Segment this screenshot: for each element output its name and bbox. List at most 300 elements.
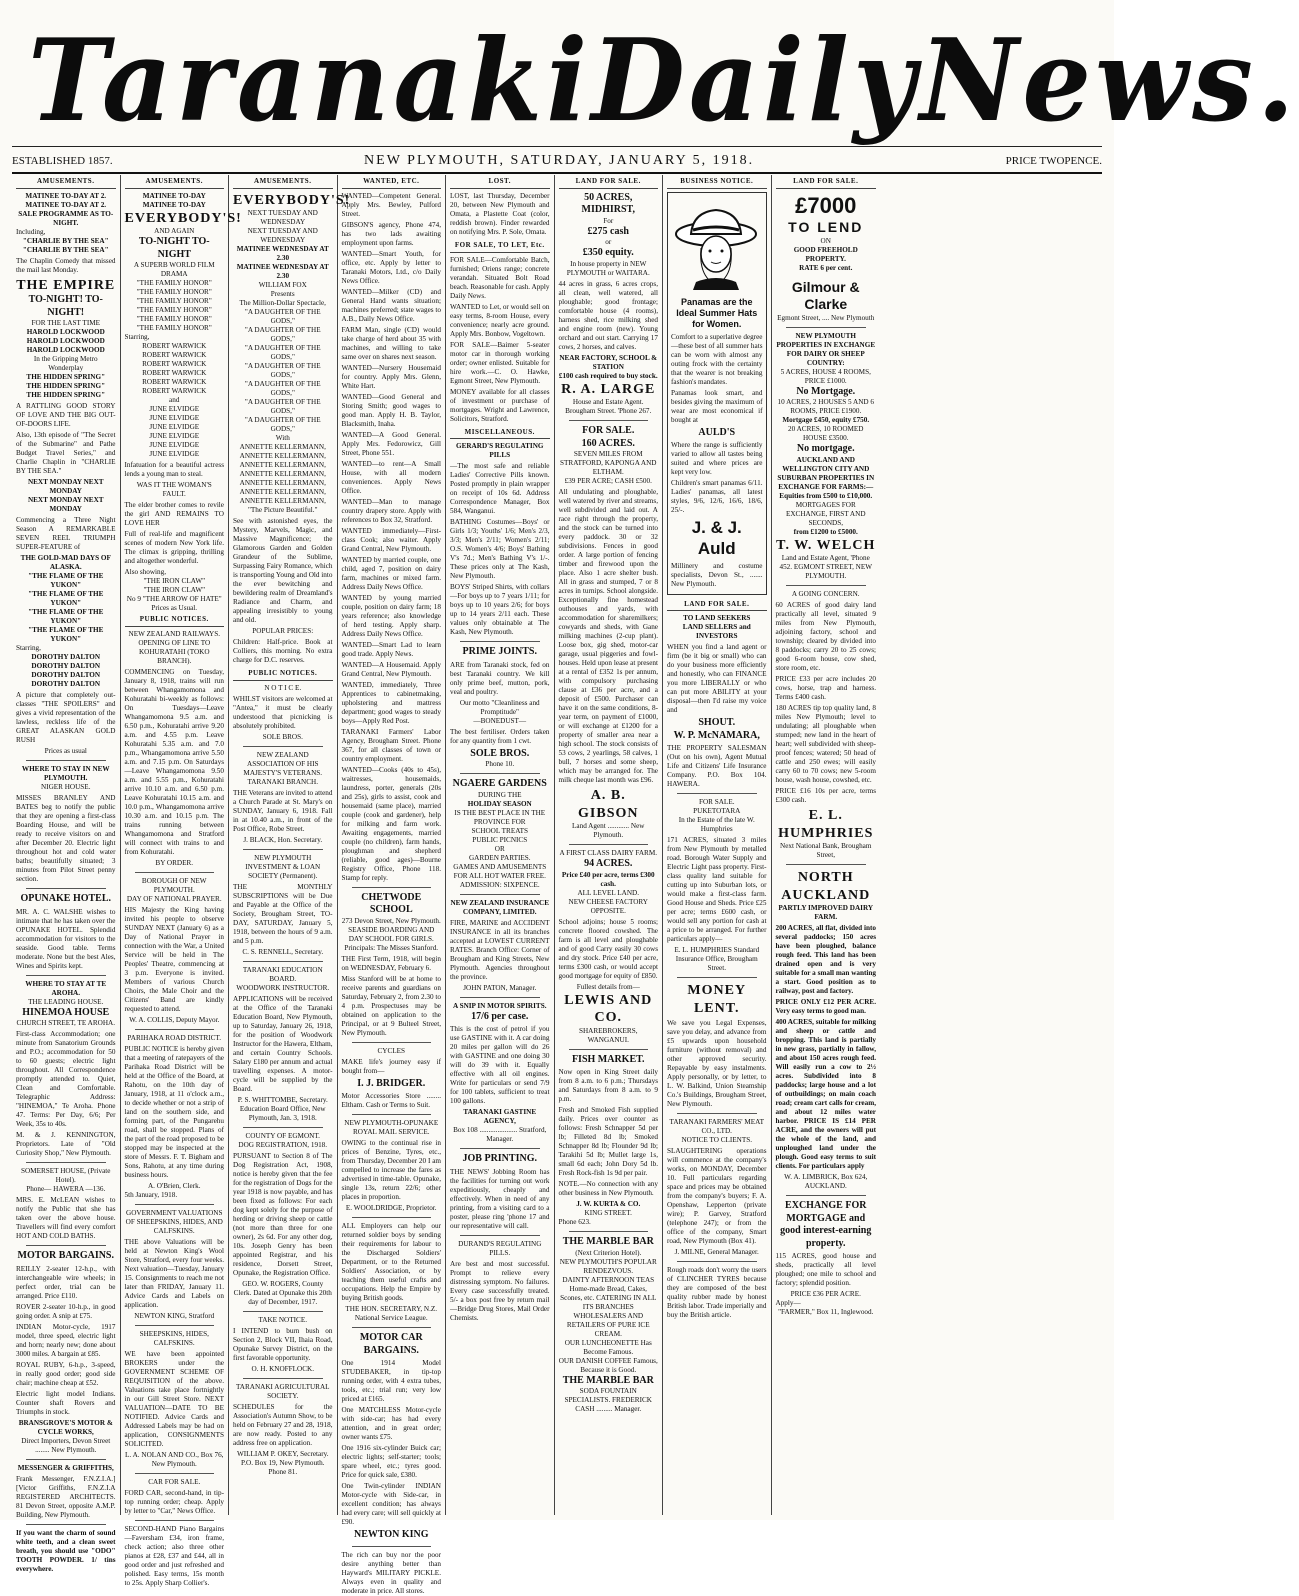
ad-heading: EXCHANGE FOR MORTGAGE and good interest-earning property. xyxy=(780,1200,872,1249)
ad-heading: TO-NIGHT TO-NIGHT xyxy=(138,236,210,260)
ad-heading: SHEEPSKINS, HIDES, CALFSKINS. xyxy=(139,1330,209,1347)
ad-line: NEW CHEESE FACTORY OPPOSITE. xyxy=(568,897,648,915)
ad-heading: I. J. BRIDGER. xyxy=(357,1077,426,1089)
ad-line: FOR THE LAST TIME xyxy=(31,319,100,328)
ad-line: ANNETTE KELLERMANN, xyxy=(239,479,326,488)
ad-heading: FISH MARKET. xyxy=(571,1053,645,1065)
ad-line: MATINEE WEDNESDAY AT 2.30 xyxy=(236,245,329,263)
ad-heading: THE MARBLE BAR xyxy=(562,1374,654,1386)
ad-line: ANNETTE KELLERMANN, xyxy=(239,470,326,479)
ad-line: JUNE ELVIDGE xyxy=(149,405,200,414)
divider xyxy=(26,888,106,889)
classified: LOST, last Thursday, December 20, between New Plymouth and Omata, a Plastette Coat (color, reddish brown). Finder rewarded on notifying Mrs. P. Sole, Omata. xyxy=(450,191,550,236)
ad-text: 180 ACRES tip top quality land, 8 miles New Plymouth; level to undulating; all ploughable when stumped; new land in the heart of heart; well subdivided with sheep-proof fences; watered; 50 head of cattle and 250 ewes; will easily carry 60 to 70 cows; new 5-room house, wash house, cowshed, etc. xyxy=(775,704,876,785)
ad-line: £100 cash required to buy stock. xyxy=(558,371,658,380)
ad-line: SEASIDE BOARDING AND DAY SCHOOL FOR GIRLS. xyxy=(348,925,435,943)
ad-line: "A DAUGHTER OF THE GODS," xyxy=(244,326,321,344)
ad-line: "THE FAMILY HONOR" xyxy=(136,288,212,297)
ad-heading: SHOUT. xyxy=(698,717,736,729)
ad-line: ROBERT WARWICK xyxy=(142,351,207,360)
ad-line: 20 ACRES, 10 ROOMED HOUSE £3500. xyxy=(788,425,864,443)
ad-heading: No mortgage. xyxy=(796,443,855,455)
divider xyxy=(460,894,540,895)
ad-text: All undulating and ploughable, well watered by river and streams, well subdivided and laid out. A race right through the property, and the stock can be turned into every paddock. 30 or 32 subdivisions. Fences in good order. A large portion of fencing timber and firewood upon the place. Also 1 acre shelter bush. All in grass and stumped, 7 or 8 acres in turnips. School alongside. Exceptionally fine homestead outhouses and yards, with accommodation for sharemilkers; cowyards and sheds, with Gane milking machines (2-cup plant). Loose box, gig shed, motor-car garage, usual piggeries and fowl-houses. Held upon lease at present at a rental of £352 1s per annum, with compulsory purchasing clause at £36 per acre, and a deposit of £500. Purchaser can have it on the same conditions, 8-year term, on payment of £1000, or will exchange at £1200 for a property of smaller area near a high school. The stock consists of 53 cows, 2 yearlings, 58 calves, 1 bull, 7 horses and some sheep, which may be arranged for. The milk cheque last month was £96. xyxy=(558,488,658,785)
column-header: LAND FOR SALE. xyxy=(559,175,659,189)
ad-text: Miss Stanford will be at home to receive parents and guardians on Saturday, February 2, from 2.30 to 4 p.m. Prospectuses may be obtained on application to the Principal, or at 9 Bulteel Street, New Plymouth. xyxy=(341,974,441,1037)
ad-line: A. O'Brien, Clerk. xyxy=(147,1182,201,1190)
ad-line: HAROLD LOCKWOOD xyxy=(26,328,105,337)
ad-text: MRS. E. McLEAN wishes to notify the Public that she has taken over the above house. Travellers will find every comfort HOT AND COLD BATHS. xyxy=(16,1196,116,1241)
established-text: ESTABLISHED 1857. xyxy=(12,155,113,167)
ad-line: from £1200 to £5000. xyxy=(793,527,858,536)
ad-line: SCHOOL TREATS xyxy=(471,826,528,835)
ad-text: Panamas look smart, and besides giving the maximum of wear are most economical if bought at xyxy=(671,388,763,424)
ad-line: DOROTHY DALTON xyxy=(31,662,101,671)
ad-line: DOROTHY DALTON xyxy=(31,671,101,680)
ad-line: GEO. W. ROGERS, County Clerk. Dated at Opunake this 20th day of December, 1917. xyxy=(233,1280,332,1306)
ad-heading: J. W. KURTA & CO. xyxy=(576,1200,641,1209)
ad-line: In the Estate of the late W. Humphries xyxy=(678,816,755,834)
ad-line: Including, xyxy=(16,227,46,236)
divider xyxy=(786,585,867,586)
column-3 xyxy=(229,175,351,1515)
ad-text: First-class Accommodation; one minute from Sanatorium Grounds and P.O.; accommodation for 50 to 60 guests; electric light throughout. All Correspondence promptly attended to. Quiet, Clean and Comfortable. Telegraphic Address: "HINEMOA," Te Aroha. Phone 47. Terms: Per Day, 6/6; Per Week, 35s to 40s. xyxy=(16,1030,116,1129)
ad-line: £39 PER ACRE; CASH £500. xyxy=(564,477,652,486)
ad-line: DAINTY AFTERNOON TEAS Home-made Bread, Cakes, Scones, etc. CATERING IN ALL ITS BRANCHES WHOLESALERS AND RETAILERS OF PURE ICE CREAM. xyxy=(560,1275,657,1338)
ad-text: THE NEWS' Jobbing Room has the facilities for turning out work expeditiously, cheaply and effectively. When in need of any printing, from a visiting card to a poster, please ring 'phone 17 and our representative will call. xyxy=(450,1167,550,1230)
ad-line: —BONEDUST— xyxy=(473,716,527,725)
classified: WANTED by young married couple, position on dairy farm; 18 years reference; also knowledge of herd testing. Apply sharp. Address Daily News Office. xyxy=(341,593,441,638)
ad-line: DAY OF NATIONAL PRAYER. xyxy=(126,895,222,903)
ad-heading: NEW ZEALAND INSURANCE COMPANY, LIMITED. xyxy=(450,898,549,916)
ad-line: ROBERT WARWICK xyxy=(142,360,207,369)
divider xyxy=(569,844,649,845)
ad-line: HAROLD LOCKWOOD xyxy=(26,337,105,346)
classified: WANTED to Let, or would sell on easy terms, 8-room House, every convenience; nearly acre ground. Apply Mrs. Bonbow, Vogeltown. xyxy=(450,302,550,338)
ad-line: OR xyxy=(494,844,505,853)
divider xyxy=(460,773,540,774)
ad-heading: WHERE TO STAY IN NEW PLYMOUTH. xyxy=(21,765,110,783)
ad-heading: NORTH AUCKLAND xyxy=(781,870,871,903)
ad-line: AND AGAIN xyxy=(154,227,195,236)
ad-line: "THE FAMILY HONOR" xyxy=(136,315,212,324)
ad-line: WILLIAM FOX xyxy=(258,281,307,290)
ad-text: ARE from Taranaki stock, fed on best Taranaki country. We kill only prime beef, mutton, pork, veal and poultry. xyxy=(450,660,550,696)
ad-heading: A SNIP IN MOTOR SPIRITS. xyxy=(452,1001,547,1010)
ad-text: HIS Majesty the King having invited his people to observe SUNDAY NEXT (January 6) as a Day of National Prayer in connection with the War, a United Service will be held in The Peoples' Theatre, commencing at 3 p.m. Everyone is invited. Members of various Church Choirs, the Male Choir and the Citizens' Band are kindly requested to attend. xyxy=(124,906,224,1013)
ad-text: MR. A. C. WALSHE wishes to intimate that he has taken over the OPUNAKE HOTEL. Splendid accommodation for visitors to the seaside. Good table. Terms moderate. None but the best Ales, Wines and Spirits kept. xyxy=(16,907,116,970)
column-6 xyxy=(555,175,664,1515)
ad-line: P. S. WHITTOMBE, Secretary. Education Board Office, New Plymouth, Jan. 3, 1918. xyxy=(237,1096,328,1122)
ad-line: ROBERT WARWICK xyxy=(142,387,207,396)
ad-line: (Next Criterion Hotel). xyxy=(575,1248,642,1257)
ad-line: ON xyxy=(820,236,831,245)
ad-text: ROYAL RUBY, 6-h.p., 3-speed, in really good order; good side chair; machine cheap at £52. xyxy=(16,1360,116,1387)
ad-heading: TO-NIGHT! TO-NIGHT! xyxy=(28,294,103,318)
ad-line: NEWTON KING, Stratford xyxy=(134,1312,215,1320)
ad-line: PUBLIC PICNICS xyxy=(472,835,528,844)
ad-text: NOTE.—No connection with any other business in New Plymouth. xyxy=(558,1180,658,1198)
ad-line: Phone— HAWERA —136. xyxy=(26,1185,106,1194)
ad-line: THE GOLD-MAD DAYS OF ALASKA. xyxy=(20,554,111,572)
ad-heading: NEWTON KING xyxy=(353,1529,429,1541)
ad-line: In the Gripping Metro Wonderplay xyxy=(33,355,98,373)
ad-text: Commencing a Three Night Season A REMARKABLE SEVEN REEL TRIUMPH SUPER-FEATURE of xyxy=(16,516,116,552)
ad-line: ROBERT WARWICK xyxy=(142,369,207,378)
ad-text: M. & J. KENNINGTON, Proprietors. Late of "Old Curiosity Shop," New Plymouth. xyxy=(16,1131,116,1158)
ad-text: Children's smart panamas 6/11. Ladies' panamas, all latest styles, 9/6, 12/6, 16/6, 18/6, 25/-. xyxy=(671,479,763,514)
column-header: AMUSEMENTS. xyxy=(16,175,116,189)
classified: WANTED by married couple, one child, aged 7, position on dairy farm, machines or mixed farm. Address Daily News Office. xyxy=(341,555,441,591)
ad-text: BOYS' Striped Shirts, with collars—For boys up to 7 years 1/11; for boys up to 10 years 2/6; for boys up to 14 years 2/11 each. These values only obtainable at The Kash, New Plymouth. xyxy=(450,583,550,637)
ad-line: MATINEE TO-DAY AT 2. xyxy=(25,191,107,200)
ad-line: GAMES AND AMUSEMENTS FOR ALL HOT WATER FREE. xyxy=(453,862,547,880)
ad-line: NEXT TUESDAY AND WEDNESDAY xyxy=(247,227,318,245)
ad-heading: Panamas are the Ideal Summer Hats for Women. xyxy=(676,296,758,330)
ad-line: "THE FLAME OF THE YUKON" xyxy=(28,608,104,626)
ad-heading: MOTOR BARGAINS. xyxy=(17,1250,114,1262)
ad-heading: FOR SALE. xyxy=(582,425,635,437)
ad-line: Prices as usual xyxy=(44,747,87,756)
ad-text: Motor Accessories Store ........ Eltham. Cash or Terms to Suit. xyxy=(341,1092,441,1110)
section-header: PUBLIC NOTICES. xyxy=(125,613,225,627)
ad-line: THE HIDDEN SPRING" xyxy=(26,382,106,391)
ad-line: TARANAKI BRANCH. xyxy=(247,778,318,786)
ad-line: or xyxy=(605,238,612,247)
classified: WANTED—to rent—A Small House, with all modern conveniences. Apply News Office. xyxy=(341,459,441,495)
divider xyxy=(786,1195,867,1196)
ad-line: Starring, xyxy=(16,644,41,653)
ad-line: Also showing, xyxy=(124,568,167,577)
ad-line: CHURCH STREET, TE AROHA. xyxy=(16,1019,116,1028)
ad-line: Mortgage £450, equity £750. xyxy=(782,416,870,425)
masthead-rule xyxy=(12,146,1102,147)
ad-line: OPENING OF LINE TO KOHURATAHI (TOKO BRANCH). xyxy=(138,639,211,665)
ad-text: One Twin-cylinder INDIAN Motor-cycle with Side-car, in excellent condition; has always had every care; will sell quickly at £90. xyxy=(341,1482,441,1527)
ad-line: SOLE BROS. xyxy=(262,733,303,741)
classified: WANTED—Cooks (40s to 45s), waitresses, housemaids, laundress, porter, generals (20s and 25s), girls to assist, cook and housemaid (same place), married couple (cook and gardener), help for milking and farm work. Awaiting engagements, married couple (no children), farm hands, ploughman and shepherd (reliable, good ages)—Bourne Registry Office, Phone 118. Stamp for reply. xyxy=(341,765,441,882)
divider xyxy=(352,1217,432,1218)
ad-line: Prices as Usual. xyxy=(151,604,198,613)
ad-text: SECOND-HAND Piano Bargains—Faversham £34, iron frame, check action; also three other pianos at £28, £37 and £44, all in good order and just refreshed and polished. Easy terms, 15s month to 25s. Apply Sharp Collier's. xyxy=(124,1525,224,1587)
ad-text: A RATTLING GOOD STORY OF LOVE AND THE BIG OUT-OF-DOORS LIFE. xyxy=(16,402,116,429)
ad-text: One 1916 six-cylinder Buick car; electric lights; self-starter; tools; spare wheel, etc.; tyres good. Price for quick sale, £380. xyxy=(341,1444,441,1480)
ad-text: ROVER 2-seater 10-h.p., in good going order. A snip at £75. xyxy=(16,1302,116,1320)
ad-heading: OPUNAKE HOTEL. xyxy=(20,893,112,905)
divider xyxy=(352,1546,432,1547)
ad-text: THE PROPERTY SALESMAN (Out on his own), Agent Mutual Life and Citizens' Life Insurance Company. P.O. Box 104. HAWERA. xyxy=(667,744,767,789)
divider xyxy=(352,1327,432,1328)
divider xyxy=(243,849,323,850)
ad-line: DOROTHY DALTON xyxy=(31,653,101,662)
ad-text: COMMENCING on Tuesday, January 8, 1918, trains will run between Whangamomona and Kohuratahi bi-weekly as follows: On Tuesdays—Leave Whangamomona 9.5 a.m. and 6.50 p.m., Kohuratahi arrive 9.20 a.m. and 4.55 p.m. Leave Kohuratahi 5.35 a.m. and 7.0 p.m., Whangamomona arrive 5.50 a.m. and 7.15 p.m. On Saturdays—Leave Whangamomona 9.50 a.m. and 5.55 p.m., Kohuratahi arrive 10.10 a.m. and 6.50 p.m. Leave Kohuratahi 10.15 a.m. and 10.0 p.m., Whangamomona arrive 10.30 a.m. and 10.15 p.m. The trains running between Whangamomona and Stratford will connect with trains to and from Kohuratahi. xyxy=(124,668,224,856)
ad-heading: £275 cash xyxy=(587,225,629,237)
ad-line: Direct Importers, Devon Street ........ New Plymouth. xyxy=(21,1436,111,1454)
place-date: NEW PLYMOUTH, SATURDAY, JANUARY 5, 1918. xyxy=(364,153,755,168)
title-word-news: News. xyxy=(919,14,1299,148)
ad-line: W. A. LIMBRICK, Box 624, AUCKLAND. xyxy=(784,1173,868,1191)
ad-line: "THE IRON CLAW" xyxy=(143,577,206,586)
ad-heading: GERARD'S REGULATING PILLS xyxy=(455,442,544,460)
ad-line: "A DAUGHTER OF THE GODS," xyxy=(244,380,321,398)
ad-line: HAROLD LOCKWOOD xyxy=(26,346,105,355)
ad-line: NEXT MONDAY NEXT MONDAY xyxy=(27,496,104,514)
ad-line: "THE FAMILY HONOR" xyxy=(136,324,212,333)
ad-heading: SOLE BROS. xyxy=(470,747,530,759)
ad-line: DOG REGISTRATION, 1918. xyxy=(238,1141,328,1149)
divider xyxy=(135,1520,215,1521)
divider xyxy=(352,1042,432,1043)
ad-line: 10 ACRES, 2 HOUSES 5 AND 6 ROOMS, PRICE £1900. xyxy=(777,398,874,416)
classified: WANTED—Smart Youth, for office, etc. Apply by letter to Taranaki Motors, Ltd., c/o Daily News Office. xyxy=(341,249,441,285)
ad-line: BY ORDER. xyxy=(155,859,194,867)
ad-text: FIRE, MARINE and ACCIDENT INSURANCE in all its branches accepted at LOWEST CURRENT RATES. Branch Office: Corner of Brougham and King Streets, New Plymouth. Agencies throughout the province. xyxy=(450,918,550,981)
ad-heading: COUNTY OF EGMONT. xyxy=(245,1132,320,1140)
classified: WANTED—Good General and Storing Smith; good wages to good man. Apply H. B. Taylor, Blacksmith, Inaha. xyxy=(341,392,441,428)
ad-line: NOTICE TO CLIENTS. xyxy=(681,1136,753,1145)
ad-line: THE HIDDEN SPRING" xyxy=(26,391,106,400)
ad-line: "THE FLAME OF THE YUKON" xyxy=(28,572,104,590)
ad-heading: PRIME JOINTS. xyxy=(462,646,537,658)
ad-heading: A GOING CONCERN. xyxy=(791,590,860,599)
ad-line: 5 ACRES, HOUSE 4 ROOMS, PRICE £1000. xyxy=(780,367,871,385)
ad-heading: AULD'S xyxy=(698,426,736,438)
ad-line: NEXT TUESDAY AND WEDNESDAY xyxy=(247,209,318,227)
ad-line: Starring, xyxy=(124,333,150,342)
ad-line: ALL LEVEL LAND. xyxy=(577,888,640,897)
ad-line: HOLIDAY SEASON xyxy=(467,799,532,808)
ad-line: ROBERT WARWICK xyxy=(142,378,207,387)
ad-line: "THE FAMILY HONOR" xyxy=(136,297,212,306)
ad-text: 200 ACRES, all flat, divided into several paddocks; 150 acres have been ploughed, balance rough feed. This land has been drained open and is very suitable for a small man wanting a start. Good position as to railway, post and factory. xyxy=(775,924,876,996)
ad-text: Fresh and Smoked Fish supplied daily. Prices over counter as follows: Fresh Schnapper 5d per lb; Filleted 8d lb; Smoked Schnapper 8d lb; Flounder 9d lb; Tarakihi 5d lb; Mullet large 1s, small 6d each; John Dory 5d lb. Fresh Rock-fish 1s 9d per pair. xyxy=(558,1106,658,1178)
ad-line: 273 Devon Street, New Plymouth. xyxy=(341,916,441,925)
ad-text: 60 ACRES of good dairy land practically all level, situated 9 miles from New Plymouth, adjoining factory, school and township; cleared by divided into 8 paddocks; carry 20 to 25 cows; good 6-room house, cow shed, store room, etc. xyxy=(775,601,876,673)
ad-text: THE above Valuations will be held at Newton King's Wool Store, Stratford, every four weeks. Next valuation—Tuesday, January 15. Consignments to reach me not later than FRIDAY, January 11. Advice Cards and Labels on application. xyxy=(124,1238,224,1309)
ad-line: E. L. HUMPHRIES Standard Insurance Office, Brougham Street. xyxy=(674,946,760,973)
ad-heading: TARANAKI FARMERS' MEAT CO., LTD. xyxy=(669,1118,764,1136)
ad-line: Fullest details from— xyxy=(576,982,640,991)
ad-line: The Million-Dollar Spectacle, xyxy=(239,299,326,308)
ad-text: A picture that completely out-classes "THE SPOILERS" and gives a vivid representation of the lawless, reckless life of the GREAT ALASKAN GOLD RUSH xyxy=(16,691,116,745)
ad-heading: TARANAKI AGRICULTURAL SOCIETY. xyxy=(235,1383,330,1400)
ad-line: "A DAUGHTER OF THE GODS," xyxy=(244,398,321,416)
ad-text: THE Veterans are invited to attend a Church Parade at St. Mary's on SUNDAY, January 6, 1918. Fall in at 10.40 a.m., in front of the Post Office, Robe Street. xyxy=(233,789,333,833)
ad-line: 5th January, 1918. xyxy=(124,1191,178,1199)
ad-heading: TO LAND SEEKERS xyxy=(683,614,751,623)
ad-text: If you want the charm of sound white teeth, and a clean sweet breath, you should use "ODO" TOOTH POWDER. 1/ tins everywhere. xyxy=(16,1528,116,1573)
ad-heading: BOROUGH OF NEW PLYMOUTH. xyxy=(141,877,207,894)
ad-line: Price £40 per acre, terms £300 cash. xyxy=(561,870,655,888)
ad-line: MATINEE TO-DAY AT 2. xyxy=(25,200,107,209)
ad-heading: NEW PLYMOUTH PROPERTIES IN EXCHANGE FOR DAIRY OR SHEEP COUNTRY: xyxy=(776,331,876,367)
ad-heading: 50 ACRES, MIDHIRST, xyxy=(581,191,635,216)
ad-heading: Gilmour & Clarke xyxy=(791,278,860,313)
ad-heading: EVERYBODY'S! xyxy=(124,210,242,226)
ad-heading: FOR SALE. xyxy=(698,798,735,807)
ad-line: Land Agent ............ New Plymouth. xyxy=(572,822,645,840)
ad-text: 115 ACRES, good house and sheds, practically all level ploughed; one mile to school and factory; splendid position. xyxy=(775,1252,876,1288)
divider xyxy=(26,975,106,976)
ad-line: GOOD FREEHOLD PROPERTY. xyxy=(793,245,858,263)
ad-text: This is the cost of petrol if you use GASTINE with it. A car doing 20 miles per gallon will do 26 with GASTINE and one doing 30 will do 39 with it. Equally effective with all oil engines. Write for particulars or send 7/9 for 100 tablets, sufficient to treat 100 gallons. xyxy=(450,1025,550,1106)
ad-text: One MATCHLESS Motor-cycle with side-car; has had every attention, and in great order; owner wants £75. xyxy=(341,1406,441,1442)
masthead xyxy=(0,0,1299,150)
ad-line: With xyxy=(275,434,290,443)
ad-heading: GOVERNMENT VALUATIONS OF SHEEPSKINS, HIDES, AND CALFSKINS. xyxy=(125,1209,223,1235)
divider xyxy=(460,641,540,642)
ad-heading: MONEY LENT. xyxy=(687,983,747,1016)
classified: WANTED, immediately, Three Apprentices to cabinetmaking, upholstering and mattress department; good wages to steady boys—Apply Red Post. xyxy=(341,680,441,725)
classified: WANTED—Competent General. Apply Mrs. Bewley, Pulford Street. xyxy=(341,191,441,218)
ad-text: Now open in King Street daily from 8 a.m. to 6 p.m.; Thursdays and Saturdays from 8 a.m. to 9 p.m. xyxy=(558,1068,658,1104)
ad-heading: THE EMPIRE xyxy=(16,277,116,293)
divider xyxy=(26,1245,106,1246)
columns xyxy=(12,175,1102,1595)
ad-line: JUNE ELVIDGE xyxy=(149,423,200,432)
ad-line: OUR LUNCHEONETTE Has Become Famous. xyxy=(564,1338,652,1356)
divider xyxy=(677,977,757,978)
divider xyxy=(460,997,540,998)
ad-line: ANNETTE KELLERMANN, xyxy=(239,452,326,461)
ad-line: RATE 6 per cent. xyxy=(799,263,853,272)
ad-text: PUBLIC NOTICE is hereby given that a meeting of ratepayers of the Parihaka Road District will be held at the Office of the Board, at Rahotu, on the 10th day of January, 1918, at 11 o'clock a.m., to decide whether or not a strip of land on the southern side, and forming part, of the Pungarehu road, shall be stopped. Plans of the part of the road proposed to be stopped may be inspected at the store of Messrs. F. T. Bigham and Sons, Rahotu, at any time during business hours. xyxy=(124,1045,224,1179)
ad-heading: CAR FOR SALE. xyxy=(148,1478,201,1486)
ad-text: Also, 13th episode of "The Secret of the Submarine" and Pathe Budget Travel Series," and Charlie Chaplin in "CHARLIE BY THE SEA." xyxy=(16,431,116,476)
ad-line: In house property in NEW PLYMOUTH or WAITARA. xyxy=(566,259,650,277)
column-5 xyxy=(446,175,555,1515)
divider xyxy=(569,1231,649,1232)
divider xyxy=(135,1029,215,1030)
divider xyxy=(352,1114,432,1115)
ad-heading: TARANAKI EDUCATION BOARD. xyxy=(242,966,323,983)
ad-line: PARTLY IMPROVED DAIRY FARM. xyxy=(778,904,874,922)
divider xyxy=(26,1162,106,1163)
ad-line: E. WOOLDRIDGE, Proprietor. xyxy=(345,1204,437,1213)
ad-text: 171 ACRES, situated 3 miles from New Plymouth by metalled road. Borough Water Supply and Electric Light pass property. First-class quality land suitable for cutting up into Suburban lots, or would make a first-class farm. Good House and Sheds. Price £25 per acre; terms £600 cash, or would sell any portion for cash at a price to be arranged. For further particulars apply— xyxy=(667,836,767,944)
ad-line: C. S. RENNELL, Secretary. xyxy=(242,948,324,956)
ad-line: SALE PROGRAMME AS TO-NIGHT. xyxy=(18,209,114,227)
dateline-rule xyxy=(12,172,1102,174)
ad-text: PURSUANT to Section 8 of The Dog Registration Act, 1908, notice is hereby given that the fee for the registration of Dogs for the year 1918 is now payable, and has been fixed as follows: For each dog kept solely for the purpose of herding or driving sheep or cattle (not more than three for one owner), 2s 6d. For any other dog, 10s. Joseph Genry has been appointed Registrar, and his residence, Dorsett Street, Opunake, the Registration Office. xyxy=(233,1152,333,1277)
ad-text: Rough roads don't worry the users of CLINCHER TYRES because they are composed of the best quality rubber made by honest British labor. Trade imperially and buy the British article. xyxy=(667,1266,767,1320)
ad-line: DURING THE xyxy=(477,790,522,799)
ad-line: Box 108 ..................... Stratford, Manager. xyxy=(453,1126,547,1144)
ad-text: The rich can buy nor the poor desire anything better than Hayward's MILITARY PICKLE. Always even in quality and moderate in price. All stores. xyxy=(341,1550,441,1595)
ad-text: INDIAN Motor-cycle, 1917 model, three speed, electric light and horn; nearly new; done about 3000 miles. A bargain at £85. xyxy=(16,1322,116,1358)
ad-line: WOODWORK INSTRUCTOR. xyxy=(236,984,330,992)
ad-text: Are best and most successful. Prompt to relieve every distressing symptom. No failures. Every case successfully treated. 5/- a box post free by return mail—Bridge Drug Stores, Mail Order Chemists. xyxy=(450,1259,550,1322)
ad-text: WHILST visitors are welcomed at "Antea," it must be clearly understood that picnicking is absolutely prohibited. xyxy=(233,695,333,730)
ad-heading: 17/6 per case. xyxy=(471,1010,529,1022)
ad-text: Millinery and costume specialists, Devon St., ....... New Plymouth. xyxy=(671,561,763,588)
ad-heading: W. P. McNAMARA, xyxy=(673,729,760,741)
ad-heading: THE MARBLE BAR xyxy=(562,1236,654,1248)
ad-line: A SUPERB WORLD FILM DRAMA xyxy=(133,261,215,279)
classified: WANTED—A Good General. Apply Mrs. Fedorowicz, Gill Street, Phone 551. xyxy=(341,430,441,457)
ad-heading: E. L. HUMPHRIES xyxy=(778,808,874,841)
classified: FOR SALE—Comfortable Batch, furnished; Oriens range; concrete verandah. Situated Bolt Road beach. Reasonable for cash. Apply Daily News. xyxy=(450,255,550,300)
ad-line: WAS IT THE WOMAN'S FAULT. xyxy=(136,481,212,499)
ad-heading: NEW PLYMOUTH-OPUNAKE ROYAL MAIL SERVICE. xyxy=(344,1119,439,1137)
ad-text: Frank Messenger, F.N.Z.I.A.] [Victor Griffiths, F.N.Z.I.A REGISTERED ARCHITECTS. 81 Devon Street, opposite A.M.P. Building, New Plymouth. xyxy=(16,1474,116,1519)
ad-line: NEW PLYMOUTH'S POPULAR RENDEZVOUS. xyxy=(559,1257,657,1275)
divider xyxy=(135,1473,215,1474)
ad-line: "FARMER," Box 11, Inglewood. xyxy=(778,1308,874,1317)
ad-heading: DURAND'S REGULATING PILLS. xyxy=(458,1239,542,1257)
column-2 xyxy=(121,175,242,1587)
classified: FOR SALE—Baimer 5-seater motor car in thorough working order; owner enlisted. Suitable for hire work.—C. O. Hawke, Egmont Street, New Plymouth. xyxy=(450,340,550,385)
ad-line: SODA FOUNTAIN SPECIALISTS. FREDERICK CASH ......... Manager. xyxy=(564,1387,652,1414)
ad-line: No 9 "THE ARROW OF HATE" xyxy=(126,595,222,604)
ad-line: PRICE £36 PER ACRE. xyxy=(790,1290,861,1299)
ad-text: I INTEND to burn bush on Section 2, Block VII, Ihaia Road, Opunake Survey District, on the first favorable opportunity. xyxy=(233,1327,333,1362)
ad-line: and xyxy=(169,396,180,405)
section-header: LAND FOR SALE. xyxy=(667,598,767,612)
ad-text: One 1914 Model STUDEBAKER, in tip-top running order, with 4 extra tubes, tools, etc.; trial run; very low priced at £165. xyxy=(341,1359,441,1404)
ad-line: Next National Bank, Brougham Street, xyxy=(780,842,872,860)
ad-line: WILLIAM P. OKEY, Secretary. P.O. Box 19, New Plymouth. Phone 81. xyxy=(236,1450,329,1476)
divider xyxy=(786,327,867,328)
ad-text: MISSES BRANLEY AND BATES beg to notify the public that they are opening a first-class Boarding House, and will be ready to receive visitors on and after December 20. Electric light throughout hot and cold water baths; beautifully situated; 3 minutes from Pilot Street penny section. xyxy=(16,794,116,884)
divider xyxy=(135,1204,215,1205)
ad-line: Land and Estate Agent, 'Phone 452. EGMONT STREET, NEW PLYMOUTH. xyxy=(779,554,873,581)
ad-line: THE HIDDEN SPRING" xyxy=(26,373,106,382)
ad-heading: £350 equity. xyxy=(582,247,634,259)
ad-line: NEXT MONDAY NEXT MONDAY xyxy=(27,478,104,496)
classified: WANTED—Milker (CD) and General Hand wants situation; machines preferred; state wages to A.B., Daily News Office. xyxy=(341,287,441,323)
section-header: FOR SALE, TO LET, Etc. xyxy=(450,239,550,253)
divider xyxy=(352,887,432,888)
ad-text: REILLY 2-seater 12-h.p., with interchangeable wire wheels; in perfect order, trial can be arranged. Price £110. xyxy=(16,1264,116,1300)
ad-text: FORD CAR, second-hand, in tip-top running order; cheap. Apply by letter to "Car," News Office. xyxy=(124,1489,224,1515)
ad-line: SOMERSET HOUSE, (Private Hotel). xyxy=(20,1167,111,1185)
classified: MONEY available for all classes of investment or purchase of mortgages. Wright and Lawrence, Solicitors, Stratford. xyxy=(450,387,550,423)
ad-text: —The most safe and reliable Ladies' Corrective Pills known. Posted promptly in plain wrapper on receipt of 10s 6d. Address Correspondence Manager, Box 584, Wanganui. xyxy=(450,462,550,516)
divider xyxy=(460,1148,540,1149)
ad-heading: No Mortgage. xyxy=(796,385,856,397)
dateline xyxy=(12,150,1102,172)
divider xyxy=(569,1049,649,1050)
ad-line: THE HON. SECRETARY, N.Z. National Service League. xyxy=(345,1305,438,1323)
ad-line: House and Estate Agent. Brougham Street. 'Phone 267. xyxy=(565,398,652,416)
price-text: PRICE TWOPENCE. xyxy=(1005,155,1102,167)
ad-heading: INVESTORS xyxy=(696,632,738,641)
ad-line: JUNE ELVIDGE xyxy=(149,432,200,441)
ad-line: SHAREBROKERS, WANGANUI. xyxy=(578,1026,638,1044)
ad-heading: LAND SELLERS and xyxy=(682,623,751,632)
divider xyxy=(243,1127,323,1128)
divider xyxy=(243,1311,323,1312)
classified: WANTED—Man to manage country drapery store. Apply with references to Box 32, Stratford. xyxy=(341,497,441,524)
ad-line: "THE FLAME OF THE YUKON" xyxy=(28,590,104,608)
ad-heading: WHERE TO STAY AT TE AROHA. xyxy=(25,979,107,997)
ad-text: APPLICATIONS will be received at the Office of the Taranaki Education Board, New Plymouth, up to Saturday, January 26, 1918, for the position of Woodwork Instructor for the Hawera, Eltham, and certain Country Schools. Salary £180 per annum and actual travelling expenses. A motor-cycle will be supplied by the Board. xyxy=(233,995,333,1093)
ad-line: ANNETTE KELLERMANN, xyxy=(239,488,326,497)
ad-line: THE LEADING HOUSE. xyxy=(28,997,104,1006)
ad-heading: TAKE NOTICE. xyxy=(258,1316,308,1324)
section-header: PUBLIC NOTICES. xyxy=(233,667,333,681)
ad-text: SLAUGHTERING operations will commence at the company's works, on MONDAY, December 10. Full particulars regarding space and prices may be obtained from the company's buyers; F. A. Openshaw, Lepperton (private wire); P. Garvey, Stratford (telephone 247); or from the office of the company, Smart road, New Plymouth (Box 41). xyxy=(667,1147,767,1246)
ad-line: Our motto "Cleanliness and Promptitude" xyxy=(459,698,540,716)
ad-heading: J. & J. Auld xyxy=(691,518,742,559)
classified: FARM Man, single (CD) would take charge of herd about 35 with machines, and willing to take same over on shares next season. xyxy=(341,325,441,361)
ad-text: See with astonished eyes, the Mystery, Marvels, Magic, and Massive Magnificence; the Glamorous Garden and Golden Grandeur of the Sublime, Surpassing Fairy Romance, which is transporting Young and Old into the ever bewitching and bewildering realm of Dreamland's Radiance and Charm, and appealing irresistibly to young and old. xyxy=(233,517,333,625)
column-header: WANTED, ETC. xyxy=(342,175,442,189)
ad-line: J. MILNE, General Manager. xyxy=(674,1248,759,1257)
ad-line: "THE FAMILY HONOR" xyxy=(136,279,212,288)
classified: WANTED—A Housemaid. Apply Grand Central, New Plymouth. xyxy=(341,660,441,678)
